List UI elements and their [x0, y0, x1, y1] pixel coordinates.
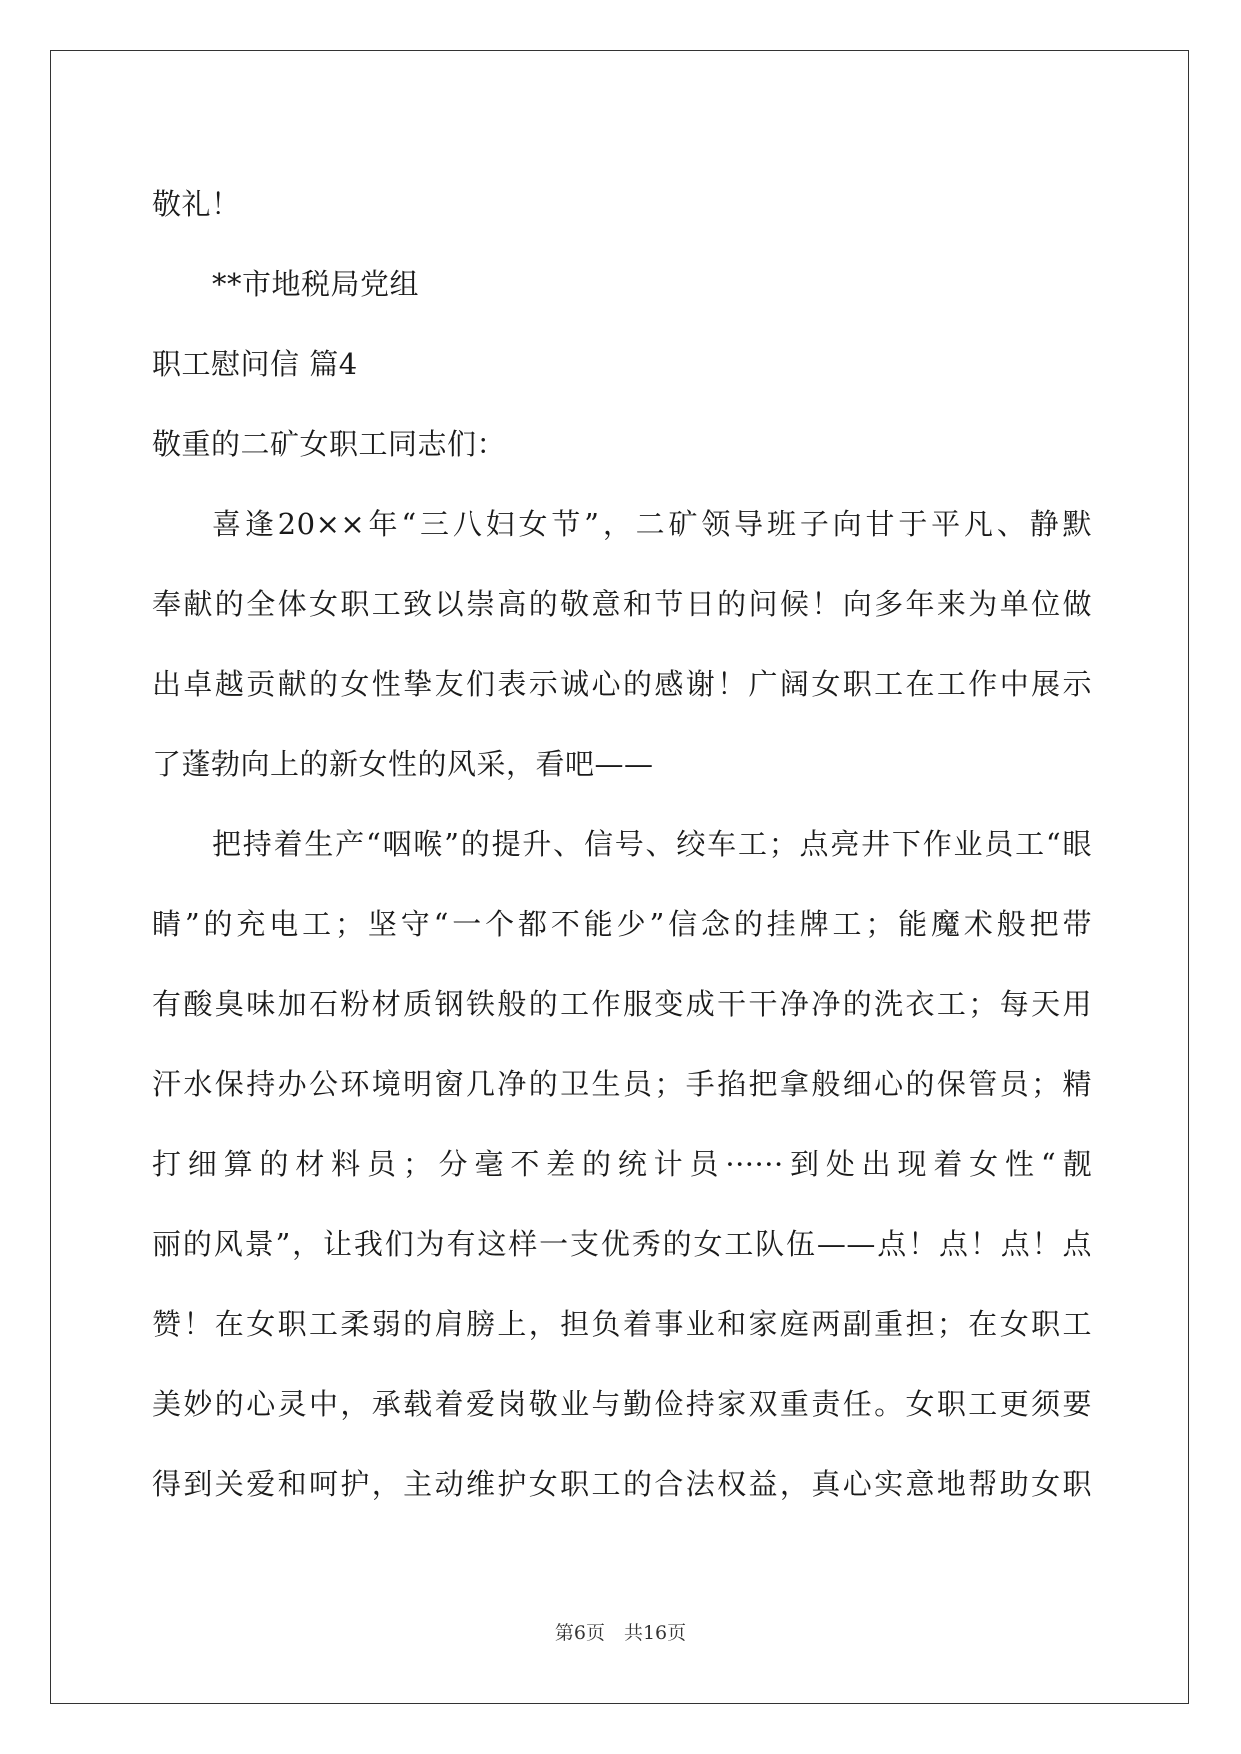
- closing-salute: 敬礼！: [152, 187, 241, 221]
- paragraph-line: 美妙的心灵中，承载着爱岗敬业与勤俭持家双重责任。女职工更须要: [152, 1387, 1092, 1421]
- paragraph-line: 喜逢20××年“三八妇女节”，二矿领导班子向甘于平凡、静默: [212, 507, 1092, 541]
- paragraph-line: 得到关爱和呵护，主动维护女职工的合法权益，真心实意地帮助女职: [152, 1467, 1092, 1501]
- paragraph-line: 奉献的全体女职工致以崇高的敬意和节日的问候！向多年来为单位做: [152, 587, 1092, 621]
- document-body: [152, 164, 1092, 1524]
- paragraph-line: 出卓越贡献的女性挚友们表示诚心的感谢！广阔女职工在工作中展示: [152, 667, 1092, 701]
- paragraph-line: 有酸臭味加石粉材质钢铁般的工作服变成干干净净的洗衣工；每天用: [152, 987, 1092, 1021]
- paragraph-line: 丽的风景”，让我们为有这样一支优秀的女工队伍——点！点！点！点: [152, 1227, 1092, 1261]
- paragraph-line: 赞！在女职工柔弱的肩膀上，担负着事业和家庭两副重担；在女职工: [152, 1307, 1092, 1341]
- section-heading: 职工慰问信 篇4: [152, 347, 358, 381]
- paragraph-line: 了蓬勃向上的新女性的风采，看吧——: [152, 747, 654, 781]
- page-number-footer: 第6页 共16页: [554, 1622, 687, 1644]
- paragraph-line: 睛”的充电工；坚守“一个都不能少”信念的挂牌工；能魔术般把带: [152, 907, 1092, 941]
- paragraph-line: 把持着生产“咽喉”的提升、信号、绞车工；点亮井下作业员工“眼: [212, 827, 1092, 861]
- signature-line: **市地税局党组: [212, 267, 420, 301]
- salutation: 敬重的二矿女职工同志们：: [152, 427, 507, 461]
- paragraph-line: 汗水保持办公环境明窗几净的卫生员；手掐把拿般细心的保管员；精: [152, 1067, 1092, 1101]
- paragraph-line: 打细算的材料员；分毫不差的统计员······到处出现着女性“靓: [152, 1147, 1092, 1181]
